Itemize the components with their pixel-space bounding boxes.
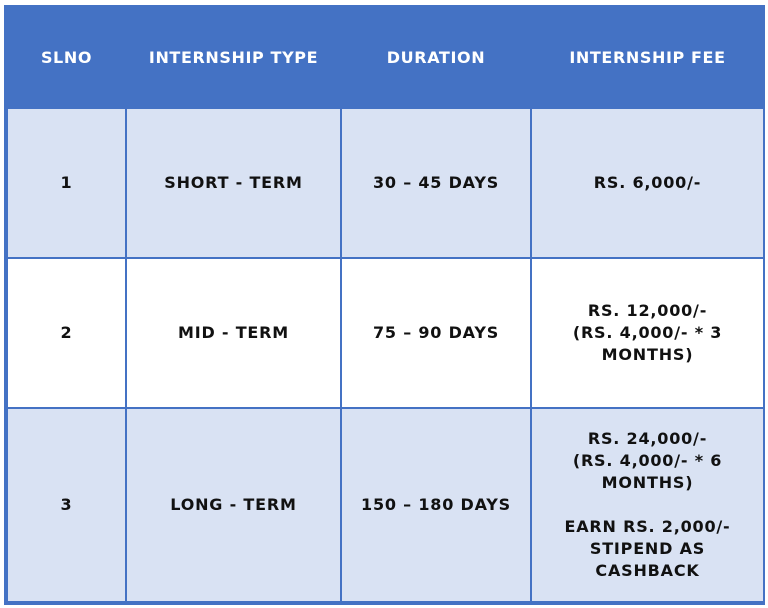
cell-duration: 150 – 180 DAYS [341,408,531,602]
cell-internship-type: LONG - TERM [126,408,341,602]
internship-fee-table [6,7,765,603]
table-row [7,258,764,408]
fee-line: RS. 12,000/- [587,301,708,321]
header-duration: DURATION [341,7,531,108]
cell-internship-fee [531,108,764,258]
fee-line: MONTHS) [601,345,694,365]
cell-slno: 3 [7,408,126,602]
fee-line: MONTHS) [601,473,694,493]
fee-line: RS. 6,000/- [593,173,702,193]
table-header [7,7,764,108]
table-row [7,108,764,258]
cell-duration: 30 – 45 DAYS [341,108,531,258]
table-body [7,108,764,602]
fee-spacer [542,494,753,516]
fee-line: RS. 24,000/- [587,429,708,449]
cell-internship-type: SHORT - TERM [126,108,341,258]
cell-slno: 2 [7,258,126,408]
table-row [7,408,764,602]
fee-line: (RS. 4,000/- * 3 [572,323,723,343]
internship-fee-table-frame [4,5,765,605]
header-internship-type: INTERNSHIP TYPE [126,7,341,108]
stipend-note-line: STIPEND AS [589,539,706,559]
header-internship-fee: INTERNSHIP FEE [531,7,764,108]
cell-internship-fee [531,408,764,602]
fee-line: (RS. 4,000/- * 6 [572,451,723,471]
header-row [7,7,764,108]
cell-duration: 75 – 90 DAYS [341,258,531,408]
cell-internship-fee [531,258,764,408]
cell-slno: 1 [7,108,126,258]
cell-internship-type: MID - TERM [126,258,341,408]
stipend-note-line: CASHBACK [595,561,700,581]
stipend-note-line: EARN RS. 2,000/- [564,517,731,537]
header-slno: SLNO [7,7,126,108]
